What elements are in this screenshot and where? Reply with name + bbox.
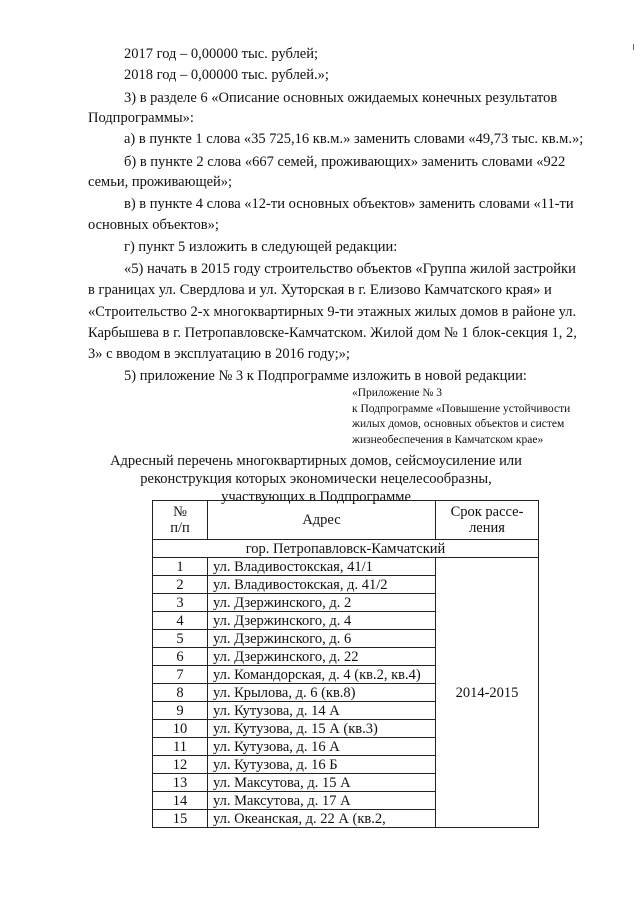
text-line: 3) в разделе 6 «Описание основных ожидаемых конечных результатов bbox=[124, 90, 558, 106]
text-line: в) в пункте 4 слова «12-ти основных объектов» заменить словами «11-ти bbox=[124, 196, 574, 212]
row-address: ул. Владивостокская, 41/1 bbox=[208, 558, 436, 576]
row-address: ул. Дзержинского, д. 2 bbox=[208, 594, 436, 612]
row-number: 8 bbox=[153, 684, 208, 702]
header-text: п/п bbox=[170, 520, 190, 536]
row-number: 15 bbox=[153, 810, 208, 828]
row-address: ул. Дзержинского, д. 4 bbox=[208, 612, 436, 630]
text-line: Подпрограммы»: bbox=[88, 110, 194, 126]
row-address: ул. Максутова, д. 15 А bbox=[208, 774, 436, 792]
text-line: 2018 год – 0,00000 тыс. рублей.»; bbox=[124, 67, 329, 83]
appendix-line: жилых домов, основных объектов и систем bbox=[352, 418, 565, 430]
table-row bbox=[153, 558, 539, 576]
text-line: 5) приложение № 3 к Подпрограмме изложить в новой редакции: bbox=[124, 368, 527, 384]
row-address: ул. Крылова, д. 6 (кв.8) bbox=[208, 684, 436, 702]
header-text: № bbox=[173, 504, 187, 520]
row-address: ул. Кутузова, д. 16 А bbox=[208, 738, 436, 756]
text-line: 3» с вводом в эксплуатацию в 2016 году;»; bbox=[88, 346, 350, 362]
appendix-line: жизнеобеспечения в Камчатском крае» bbox=[352, 433, 544, 446]
row-number: 13 bbox=[153, 774, 208, 792]
address-table bbox=[152, 500, 539, 828]
column-header-period bbox=[436, 501, 539, 540]
row-number: 5 bbox=[153, 630, 208, 648]
title-line: Адресный перечень многоквартирных домов, сейсмоусиление или bbox=[110, 453, 522, 469]
header-text: Срок рассе- bbox=[450, 504, 524, 520]
row-address: ул. Кутузова, д. 14 А bbox=[208, 702, 436, 720]
column-header-number bbox=[153, 501, 208, 540]
row-number: 4 bbox=[153, 612, 208, 630]
text-line: Карбышева в г. Петропавловске-Камчатском. Жилой дом № 1 блок-секция 1, 2, bbox=[88, 325, 577, 341]
row-address: ул. Кутузова, д. 16 Б bbox=[208, 756, 436, 774]
row-address: ул. Владивостокская, д. 41/2 bbox=[208, 576, 436, 594]
row-number: 14 bbox=[153, 792, 208, 810]
margin-mark bbox=[633, 44, 634, 50]
text-line: г) пункт 5 изложить в следующей редакции: bbox=[124, 239, 398, 255]
appendix-note bbox=[352, 386, 570, 448]
table-header-row bbox=[153, 501, 539, 540]
row-address: ул. Командорская, д. 4 (кв.2, кв.4) bbox=[208, 666, 436, 684]
header-text: ления bbox=[469, 520, 505, 536]
city-cell: гор. Петропавловск-Камчатский bbox=[153, 540, 539, 558]
title-line: реконструкция которых экономически нецелесообразны, bbox=[140, 471, 492, 487]
appendix-line: к Подпрограмме «Повышение устойчивости bbox=[352, 402, 571, 415]
row-number: 9 bbox=[153, 702, 208, 720]
row-address: ул. Дзержинского, д. 6 bbox=[208, 630, 436, 648]
text-line: основных объектов»; bbox=[88, 217, 219, 233]
text-line: «5) начать в 2015 году строительство объектов «Группа жилой застройки bbox=[124, 261, 576, 277]
resettlement-period: 2014-2015 bbox=[436, 558, 539, 828]
row-number: 12 bbox=[153, 756, 208, 774]
row-number: 3 bbox=[153, 594, 208, 612]
column-header-address: Адрес bbox=[208, 501, 436, 540]
text-line: а) в пункте 1 слова «35 725,16 кв.м.» заменить словами «49,73 тыс. кв.м.»; bbox=[124, 131, 584, 147]
row-number: 1 bbox=[153, 558, 208, 576]
row-number: 2 bbox=[153, 576, 208, 594]
text-line: б) в пункте 2 слова «667 семей, проживающих» заменить словами «922 bbox=[124, 154, 566, 170]
row-address: ул. Кутузова, д. 15 А (кв.3) bbox=[208, 720, 436, 738]
list-title bbox=[100, 452, 532, 506]
row-address: ул. Максутова, д. 17 А bbox=[208, 792, 436, 810]
row-number: 7 bbox=[153, 666, 208, 684]
city-row bbox=[153, 540, 539, 558]
row-number: 10 bbox=[153, 720, 208, 738]
text-line: 2017 год – 0,00000 тыс. рублей; bbox=[124, 46, 319, 62]
row-number: 11 bbox=[153, 738, 208, 756]
title-line: участвующих в Подпрограмме bbox=[221, 489, 411, 505]
row-address: ул. Океанская, д. 22 А (кв.2, bbox=[208, 810, 436, 828]
appendix-line: «Приложение № 3 bbox=[352, 387, 442, 399]
text-line: «Строительство 2-х многоквартирных 9-ти этажных жилых домов в районе ул. bbox=[88, 304, 577, 320]
text-line: в границах ул. Свердлова и ул. Хуторская в г. Елизово Камчатского края» и bbox=[88, 282, 552, 298]
row-number: 6 bbox=[153, 648, 208, 666]
row-address: ул. Дзержинского, д. 22 bbox=[208, 648, 436, 666]
text-line: семьи, проживающей»; bbox=[88, 174, 233, 190]
